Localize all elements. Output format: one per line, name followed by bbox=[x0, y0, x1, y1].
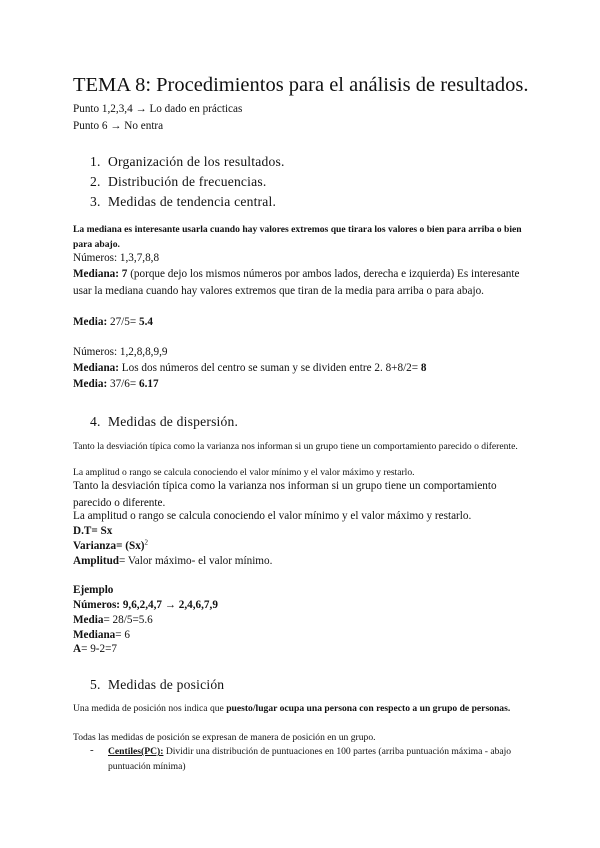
ex1-media bbox=[73, 314, 533, 331]
list-item-text: Medidas de tendencia central. bbox=[108, 194, 277, 209]
intro-line-1: Punto 1,2,3,4 → Lo dado en prácticas bbox=[73, 103, 243, 115]
list-item-3 bbox=[90, 194, 276, 210]
posicion-line-2: Todas las medidas de posición se expresan de manera de posición en un grupo. bbox=[73, 732, 376, 743]
ex2-mediana-label: Mediana: bbox=[73, 362, 119, 374]
varianza-exponent: 2 bbox=[144, 538, 149, 547]
ex1-media-result: 5.4 bbox=[138, 316, 153, 328]
list-item-number: 2. bbox=[90, 174, 101, 189]
ex2-mediana-result: 8 bbox=[420, 362, 427, 374]
list-item-1 bbox=[90, 154, 285, 170]
ex2-mediana-text: Los dos números del centro se suman y se dividen entre 2. 8+8/2= bbox=[119, 362, 421, 374]
list-item-number: 1. bbox=[90, 154, 101, 169]
dispersion-small-2: La amplitud o rango se calcula conociendo el valor mínimo y el valor máximo y restarlo. bbox=[73, 467, 415, 478]
list-item-text: Medidas de dispersión. bbox=[108, 414, 239, 429]
ex1-media-calc: 27/5= bbox=[107, 316, 139, 328]
ex1-mediana-label: Mediana: 7 bbox=[73, 268, 128, 280]
ejemplo-mediana-text: = 6 bbox=[115, 629, 130, 641]
dt-formula: D.T= Sx bbox=[73, 525, 113, 537]
list-item-text: Medidas de posición bbox=[108, 677, 225, 692]
posicion-line-1 bbox=[73, 701, 533, 716]
ex1-mediana bbox=[73, 266, 533, 300]
list-item-text: Distribución de frecuencias. bbox=[108, 174, 267, 189]
ex2-numeros: Números: 1,2,8,8,9,9 bbox=[73, 346, 168, 358]
ex2-media-label: Media: bbox=[73, 378, 108, 390]
ex1-mediana-text: (porque dejo los mismos números por ambos lados, derecha e izquierda) Es interesante usar la mediana cuando hay valores extremos que tiran de la media para arriba o para abajo. bbox=[73, 268, 520, 297]
ejemplo-mediana-label: Mediana bbox=[73, 629, 116, 641]
dispersion-text-1: Tanto la desviación típica como la varianza nos informan si un grupo tiene un comportamiento parecido o diferente. bbox=[73, 480, 497, 509]
mediana-note: La mediana es interesante usarla cuando hay valores extremos que tirara los valores o bien para arriba o bien para abajo. bbox=[73, 224, 522, 250]
dispersion-small-1: Tanto la desviación típica como la varianza nos informan si un grupo tiene un comportamiento parecido o diferente. bbox=[73, 441, 518, 452]
list-item-number: 3. bbox=[90, 194, 101, 209]
amplitud-text: = Valor máximo- el valor mínimo. bbox=[119, 555, 273, 567]
list-item-number: 5. bbox=[90, 677, 101, 692]
ex2-mediana bbox=[73, 360, 533, 377]
amplitud-formula bbox=[73, 553, 533, 570]
centiles-text: Dividir una distribución de puntuaciones en 100 partes (arriba puntuación máxima - abajo puntuación mínima) bbox=[108, 746, 512, 772]
list-item-5 bbox=[90, 677, 224, 693]
ex2-media bbox=[73, 376, 533, 393]
intro-line-2: Punto 6 → No entra bbox=[73, 120, 164, 132]
varianza-value: = (Sx) bbox=[116, 540, 145, 552]
ejemplo-media-label: Media bbox=[73, 614, 104, 626]
posicion-line-1-bold: puesto/lugar ocupa una persona con respecto a un grupo de personas. bbox=[226, 703, 511, 714]
ex1-numeros: Números: 1,3,7,8,8 bbox=[73, 252, 160, 264]
ejemplo-a-label: A bbox=[73, 643, 82, 655]
ejemplo-amplitud bbox=[73, 641, 533, 658]
ejemplo-heading: Ejemplo bbox=[73, 584, 114, 596]
centiles-item bbox=[108, 744, 528, 774]
ex2-media-result: 6.17 bbox=[138, 378, 159, 390]
list-item-text: Organización de los resultados. bbox=[108, 154, 285, 169]
ejemplo-a-text: = 9-2=7 bbox=[81, 643, 118, 655]
page-title: TEMA 8: Procedimientos para el análisis de resultados. bbox=[73, 74, 529, 96]
list-item-2 bbox=[90, 174, 266, 190]
posicion-line-1-start: Una medida de posición nos indica que bbox=[73, 703, 227, 714]
dispersion-text-2: La amplitud o rango se calcula conociendo el valor mínimo y el valor máximo y restarlo. bbox=[73, 510, 472, 522]
bullet-dash: - bbox=[90, 744, 94, 756]
varianza-label: Varianza bbox=[73, 540, 117, 552]
ex2-media-calc: 37/6= bbox=[107, 378, 139, 390]
ex1-media-label: Media: bbox=[73, 316, 108, 328]
ejemplo-media-text: = 28/5=5.6 bbox=[103, 614, 153, 626]
ejemplo-numeros: Números: 9,6,2,4,7 → 2,4,6,7,9 bbox=[73, 599, 218, 611]
centiles-label: Centiles(PC): bbox=[108, 746, 164, 757]
list-item-number: 4. bbox=[90, 414, 101, 429]
list-item-4 bbox=[90, 414, 238, 430]
amplitud-label: Amplitud bbox=[73, 555, 120, 567]
